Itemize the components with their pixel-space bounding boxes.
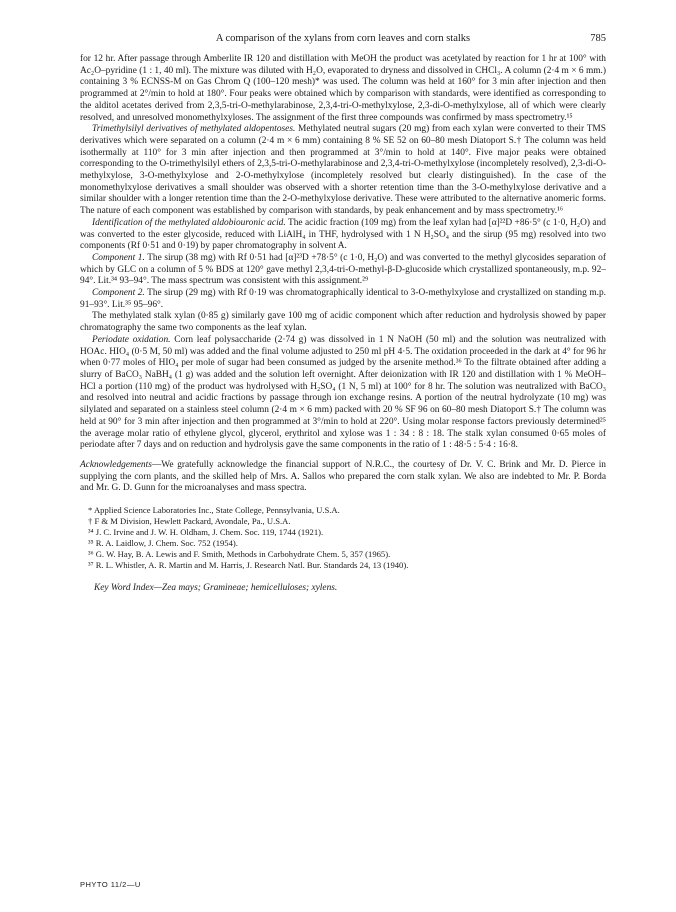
paragraph-text: The acidic fraction (109 mg) from the leaf xylan had [α]²²D +86·5° (c 1·0, H₂O) and was converted to the ester glycoside, reduced with LiAlH₄ in THF, hydrolysed with 1 N H₂SO₄ and the sirup (95 mg) resolved into two components (Rf 0·51 and 0·19) by paper chromatography in solvent A. — [80, 217, 606, 252]
paragraph-tms-derivatives — [80, 124, 606, 218]
reference-35: ³⁵ R. A. Laidlow, J. Chem. Soc. 752 (1954). — [88, 538, 238, 549]
section-heading-aldobiouronic: Identification of the methylated aldobiouronic acid. — [92, 217, 286, 228]
running-head — [80, 32, 606, 46]
running-title: A comparison of the xylans from corn leaves and corn stalks — [215, 33, 471, 44]
acknowledgements-text: —We gratefully acknowledge the financial support of N.R.C., the courtesy of Dr. V. C. Brink and Mr. D. Pierce in supplying the corn plants, and the skilled help of Mrs. A. Sallos who prepared the corn stalk xylan. We also are indebted to Mr. P. Borda and Mr. G. D. Gunn for the microanalyses and mass spectra. — [80, 459, 606, 494]
paragraph-text: Methylated neutral sugars (20 mg) from each xylan were converted to their TMS derivatives which were separated on a column (2·4 m × 6 mm) containing 8 % SE 52 on 60–80 mesh Diatoport S.† The column was held isothermally at 110° for 3 min after injection and then programmed at 3°/min to hold at 140°. Five major peaks were obtained corresponding to the O-trimethylsilyl ethers of 2,3,5-tri-O-methylarabinose and 2,3,4-tri-O-methylxylose (incompletely resolved), 2,3-di-O-methylxylose, 3-O-methylxylose and 2-O-methylxylose (incompletely resolved but clearly distinguished). In the case of the monomethylxylose derivatives a small shoulder was observed with a shorter retention time than the 3-O-methylxylose derivative and a similar shoulder with a longer retention time than the 2-O-methylxylose derivative. These were attributed to the alternative anomeric forms. The nature of each component was established by comparison with standards, by peak enhancement and by mass spectrometry.¹⁶ — [80, 124, 606, 217]
paragraph-component-2 — [80, 288, 606, 311]
reference-34: ³⁴ J. C. Irvine and J. W. H. Oldham, J. Chem. Soc. 119, 1744 (1921). — [88, 527, 324, 538]
paragraph-text: The sirup (38 mg) with Rf 0·51 had [α]²³D +78·5° (c 1·0, H₂O) and was converted to the methyl glycosides separation of which by GLC on a column of 5 % BDS at 120° gave methyl 2,3,4-tri-O-methyl-β-D-glucoside which crystallized spontaneously, m.p. 92–94°. Lit.³⁴ 93–94°. The mass spectrum was consistent with this assignment.²⁹ — [80, 252, 606, 287]
reference-37: ³⁷ R. L. Whistler, A. R. Martin and M. Harris, J. Research Natl. Bur. Standards 24, 13 (1940). — [88, 560, 409, 571]
reference-36: ³⁶ G. W. Hay, B. A. Lewis and F. Smith, Methods in Carbohydrate Chem. 5, 357 (1965). — [88, 549, 391, 560]
page-slug: PHYTO 11/2—U — [80, 880, 141, 889]
section-heading-tms: Trimethylsilyl derivatives of methylated aldopentoses. — [92, 124, 296, 135]
section-heading-component-2: Component 2. — [92, 288, 145, 299]
paragraph-aldobiouronic — [80, 218, 606, 253]
paragraph-component-1 — [80, 253, 606, 288]
footnotes — [80, 505, 606, 571]
section-heading-periodate: Periodate oxidation. — [92, 334, 171, 345]
paragraph-text: Corn leaf polysaccharide (2·74 g) was dissolved in 1 N NaOH (50 ml) and the solution was neutralized with HOAc. HIO₄ (0·5 M, 50 ml) was added and the final volume adjusted to 250 ml pH 4·5. The oxidation proceeded in the dark at 4° for 96 hr when 0·77 moles of HIO₄ per mole of sugar had been consumed as judged by the arsenite method.³⁶ To the filtrate obtained after adding a slurry of BaCO₃ NaBH₄ (1 g) was added and the solution left overnight. After deionization with IR 120 and distillation with 1 % MeOH–HCl a portion (110 mg) of the product was hydrolysed with H₂SO₄ (1 N, 5 ml) at 100° for 8 hr. The solution was neutralized with BaCO₃ and resolved into neutral and acidic fractions by passage through ion exchange resins. A portion of the neutral hydrolyzate (10 mg) was silylated and separated on a stainless steel column (2·4 m × 6 mm) packed with 20 % SF 96 on 60–80 mesh Diatoport S.† The column was held at 90° for 3 min after injection and then programmed at 3°/min to hold at 220°. Using molar response factors previously determined²⁵ the average molar ratio of ethylene glycol, glycerol, erythritol and xylose was 1 : 34 : 8 : 18. The stalk xylan consumed 0·65 moles of periodate after 7 days and on reduction and hydrolysis gave the same components in the ratio of 1 : 48·5 : 5·4 : 16·8. — [80, 334, 606, 451]
acknowledgements — [80, 460, 606, 495]
section-heading-component-1: Component 1. — [92, 252, 145, 263]
paragraph-acetylation: for 12 hr. After passage through Amberlite IR 120 and distillation with MeOH the product was acetylated by reaction for 1 hr at 100° with Ac₂O–pyridine (1 : 1, 40 ml). The mixture was diluted with H₂O, evaporated to dryness and dissolved in CHCl₃. A column (2·4 m × 6 mm.) containing 3 % ECNSS-M on Gas Chrom Q (100–120 mesh)* was used. The column was held at 160° for 3 min after injection and then programmed at 2°/min to hold at 180°. Four peaks were obtained which by comparison with standards, were identified as corresponding to the alditol acetates derived from 2,3,5-tri-O-methylarabinose, 2,3,4-tri-O-methylxylose, 2,3-di-O-methylxylose, all of which were clearly resolved, and unresolved monomethylxyloses. The assignment of the first three compounds was confirmed by mass spectrometry.¹⁵ — [80, 54, 606, 123]
paragraph-stalk-xylan: The methylated stalk xylan (0·85 g) similarly gave 100 mg of acidic component which after reduction and hydrolysis showed by paper chromatography the same two components as the leaf xylan. — [80, 311, 606, 334]
page-number: 785 — [590, 33, 606, 44]
acknowledgements-heading: Acknowledgements — [80, 459, 152, 470]
paragraph-periodate — [80, 335, 606, 452]
article-body — [80, 54, 606, 595]
paragraph-text: The sirup (29 mg) with Rf 0·19 was chromatographically identical to 3-O-methylxylose and crystallized on standing m.p. 91–93°. Lit.³⁵ 95–96°. — [80, 288, 606, 310]
footnote: † F & M Division, Hewlett Packard, Avondale, Pa., U.S.A. — [88, 516, 291, 527]
footnote: * Applied Science Laboratories Inc., State College, Pennsylvania, U.S.A. — [88, 505, 340, 516]
key-word-index: Key Word Index—Zea mays; Gramineae; hemicelluloses; xylens. — [94, 583, 338, 594]
